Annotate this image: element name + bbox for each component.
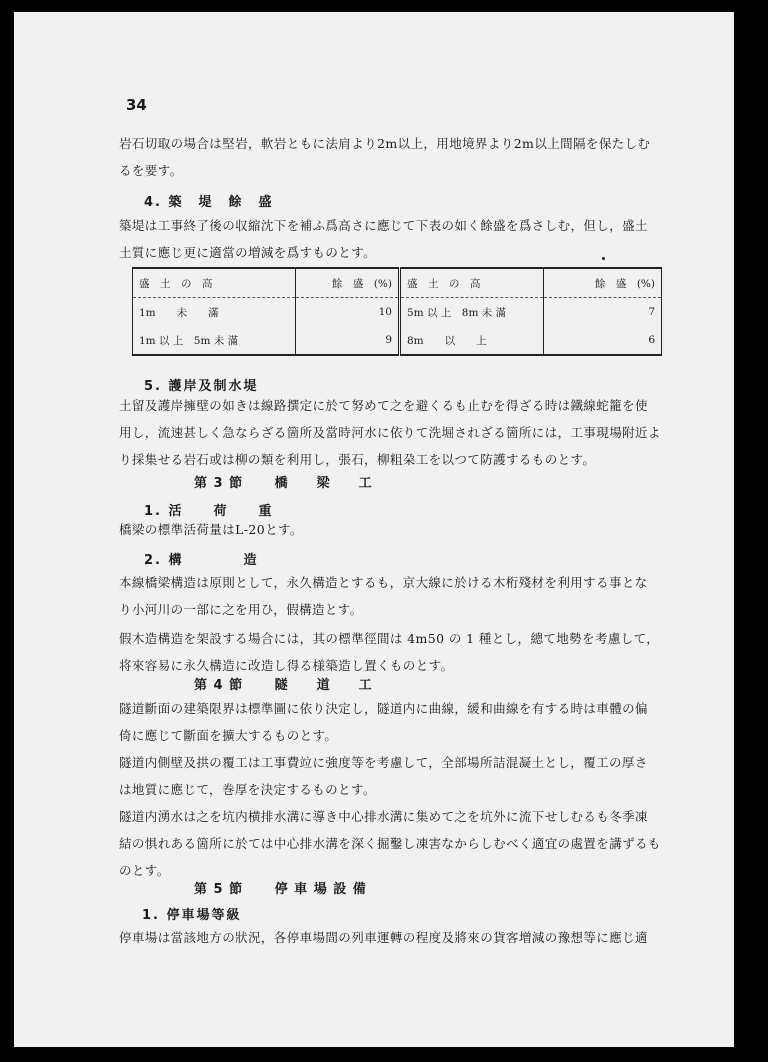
table-header-cell: 餘 盛 (%) (296, 268, 400, 298)
paragraph-tunnel-lining (119, 749, 679, 803)
text-line: 隧道斷面の建築限界は標準圖に依り決定し，隧道内に曲線，緩和曲線を有する時は車體の偏 (119, 701, 648, 716)
section-number: 第 4 節 (194, 678, 244, 693)
table-header-cell: 餘 盛 (%) (544, 268, 662, 298)
table-row (133, 326, 662, 355)
paragraph-embankment (119, 212, 679, 266)
text-line: のとす。 (119, 863, 170, 878)
heading-structure: 2. 構 造 (144, 553, 259, 568)
table-cell: 1m 未 滿 (133, 298, 296, 327)
text-line: 假木造構造を架設する場合には，其の標準徑間は 4m50 の 1 種とし，總て地勢を考慮して， (119, 631, 660, 646)
table-header-cell: 盛 土 の 高 (400, 268, 544, 298)
section-heading-bridge (194, 472, 373, 491)
heading-station-class: 1. 停車場等級 (142, 908, 242, 923)
paragraph-rock-cut (119, 130, 679, 184)
section-number: 第 3 節 (194, 476, 244, 491)
text-line: 隧道内側壁及拱の覆工は工事費竝に強度等を考慮して，全部場所詰混凝土とし，覆工の厚さ (119, 755, 648, 770)
paragraph-tunnel-clearance (119, 695, 679, 749)
table-cell: 6 (648, 334, 655, 346)
text-line: り小河川の一部に之を用ひ，假構造とす。 (119, 602, 363, 617)
surplus-table (132, 267, 662, 356)
text-line: 隧道内湧水は之を坑内横排水溝に導き中心排水溝に集めて之を坑外に流下せしむるも冬季凍 (119, 809, 648, 824)
table-cell: 10 (296, 298, 400, 327)
text-line: 岩石切取の場合は堅岩，軟岩ともに法肩より2m以上，用地境界より2m以上間隔を保たしむ (119, 136, 651, 151)
paragraph-structure (119, 569, 679, 623)
text-line: るを要す。 (119, 163, 183, 178)
text-line: 土質に應じ更に適當の増減を爲すものとす。 (119, 245, 377, 260)
section-number: 第 5 節 (194, 882, 244, 897)
section-title: 停 車 場 設 備 (274, 882, 367, 897)
heading-revetment: 5. 護岸及制水堤 (144, 379, 259, 394)
text-line: 倚に應じて斷面を擴大するものとす。 (119, 728, 338, 743)
text-line: 本線橋梁構造は原則として，永久構造とするも，京大線に於ける木桁殘材を利用する事とな (119, 575, 648, 590)
table-header-cell: 盛 土 の 高 (133, 268, 296, 298)
table-cell: 9 (296, 326, 400, 355)
section-title: 隧 道 工 (274, 678, 373, 693)
table-cell: 1m 以 上 5m 未 滿 (133, 326, 296, 355)
heading-live-load: 1. 活 荷 重 (144, 504, 274, 519)
table-cell: 7 (648, 306, 655, 318)
paragraph-live-load: 橋梁の標準活荷量はL-20とす。 (119, 522, 303, 537)
section-heading-station (194, 878, 367, 897)
ink-speck (602, 257, 605, 260)
paragraph-revetment (119, 392, 679, 473)
text-line: 結の惧れある箇所に於ては中心排水溝を深く掘鑿し凍害なからしむべく適宜の處置を講ずるも (119, 836, 661, 851)
section-title: 橋 梁 工 (274, 476, 373, 491)
table-cell: 8m 以 上 (400, 326, 544, 355)
text-line: 土留及護岸擁壁の如きは線路撰定に於て努めて之を避くるも止むを得ざる時は鐵線蛇籠を使 (119, 398, 648, 413)
text-line: 用し，流速甚しく急ならざる箇所及當時河水に依りて洗堀されざる箇所には，工事現場附近よ (119, 425, 661, 440)
text-line: り採集せる岩石或は柳の類を利用し，張石，柳粗朶工を以つて防護するものとす。 (119, 452, 596, 467)
page-number: 34 (126, 96, 147, 114)
paragraph-station: 停車場は當該地方の狀況，各停車場間の列車運轉の程度及將來の貨客増減の豫想等に應じ適 (119, 930, 648, 945)
paragraph-temporary-structure (119, 625, 679, 679)
text-line: は地質に應じて，巻厚を決定するものとす。 (119, 782, 376, 797)
heading-embankment-surplus: 4. 築 堤 餘 盛 (144, 195, 274, 210)
table-row (133, 298, 662, 327)
section-heading-tunnel (194, 674, 373, 693)
paragraph-tunnel-drainage (119, 803, 679, 884)
table-cell: 5m 以 上 8m 未 滿 (400, 298, 544, 327)
text-line: 築堤は工事終了後の収縮沈下を補ふ爲高さに應じて下表の如く餘盛を爲さしむ，但し，盛土 (119, 218, 648, 233)
table-header-row (133, 268, 662, 298)
text-line: 将來容易に永久構造に改造し得る様築造し置くものとす。 (119, 658, 454, 673)
document-page (14, 12, 734, 1047)
